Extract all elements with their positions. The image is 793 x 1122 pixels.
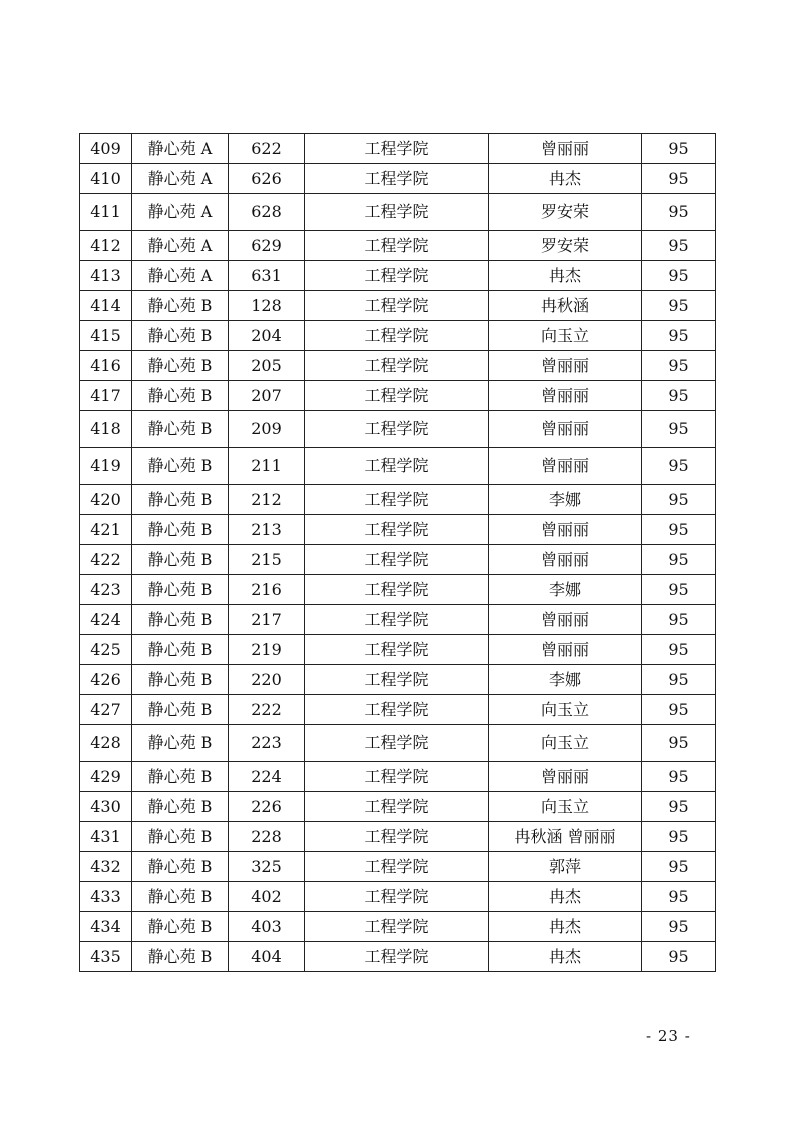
row-number-cell: 433 xyxy=(80,882,132,912)
table-row xyxy=(80,381,716,411)
building-cell: 静心苑 B xyxy=(132,381,229,411)
room-number-cell: 220 xyxy=(229,665,305,695)
building-cell: 静心苑 B xyxy=(132,882,229,912)
college-cell: 工程学院 xyxy=(305,942,489,972)
score-cell: 95 xyxy=(642,635,716,665)
counselor-cell: 冉杰 xyxy=(489,261,642,291)
table-row xyxy=(80,822,716,852)
building-cell: 静心苑 B xyxy=(132,351,229,381)
table-row xyxy=(80,575,716,605)
score-cell: 95 xyxy=(642,695,716,725)
score-cell: 95 xyxy=(642,485,716,515)
college-cell: 工程学院 xyxy=(305,351,489,381)
room-number-cell: 212 xyxy=(229,485,305,515)
building-cell: 静心苑 A xyxy=(132,164,229,194)
counselor-cell: 曾丽丽 xyxy=(489,134,642,164)
page-number: - 23 - xyxy=(646,1027,691,1045)
row-number-cell: 432 xyxy=(80,852,132,882)
row-number-cell: 430 xyxy=(80,792,132,822)
table-row xyxy=(80,351,716,381)
score-cell: 95 xyxy=(642,381,716,411)
score-cell: 95 xyxy=(642,852,716,882)
college-cell: 工程学院 xyxy=(305,321,489,351)
row-number-cell: 420 xyxy=(80,485,132,515)
table-row xyxy=(80,291,716,321)
building-cell: 静心苑 B xyxy=(132,411,229,448)
table-row xyxy=(80,545,716,575)
college-cell: 工程学院 xyxy=(305,515,489,545)
counselor-cell: 郭萍 xyxy=(489,852,642,882)
college-cell: 工程学院 xyxy=(305,291,489,321)
building-cell: 静心苑 B xyxy=(132,942,229,972)
row-number-cell: 426 xyxy=(80,665,132,695)
row-number-cell: 431 xyxy=(80,822,132,852)
room-number-cell: 224 xyxy=(229,762,305,792)
room-number-cell: 217 xyxy=(229,605,305,635)
room-number-cell: 403 xyxy=(229,912,305,942)
table-row xyxy=(80,695,716,725)
row-number-cell: 427 xyxy=(80,695,132,725)
college-cell: 工程学院 xyxy=(305,912,489,942)
row-number-cell: 434 xyxy=(80,912,132,942)
counselor-cell: 曾丽丽 xyxy=(489,515,642,545)
room-number-cell: 213 xyxy=(229,515,305,545)
row-number-cell: 410 xyxy=(80,164,132,194)
counselor-cell: 冉杰 xyxy=(489,912,642,942)
table-row xyxy=(80,411,716,448)
counselor-cell: 向玉立 xyxy=(489,695,642,725)
counselor-cell: 罗安荣 xyxy=(489,231,642,261)
row-number-cell: 419 xyxy=(80,448,132,485)
building-cell: 静心苑 B xyxy=(132,291,229,321)
score-cell: 95 xyxy=(642,822,716,852)
counselor-cell: 冉杰 xyxy=(489,164,642,194)
building-cell: 静心苑 B xyxy=(132,605,229,635)
table-body xyxy=(80,134,716,972)
row-number-cell: 411 xyxy=(80,194,132,231)
room-number-cell: 209 xyxy=(229,411,305,448)
counselor-cell: 曾丽丽 xyxy=(489,351,642,381)
row-number-cell: 429 xyxy=(80,762,132,792)
table-row xyxy=(80,852,716,882)
table-row xyxy=(80,321,716,351)
room-number-cell: 629 xyxy=(229,231,305,261)
building-cell: 静心苑 B xyxy=(132,448,229,485)
room-number-cell: 228 xyxy=(229,822,305,852)
table-row xyxy=(80,792,716,822)
table-row xyxy=(80,485,716,515)
counselor-cell: 李娜 xyxy=(489,485,642,515)
building-cell: 静心苑 A xyxy=(132,261,229,291)
score-cell: 95 xyxy=(642,882,716,912)
row-number-cell: 414 xyxy=(80,291,132,321)
counselor-cell: 曾丽丽 xyxy=(489,635,642,665)
college-cell: 工程学院 xyxy=(305,134,489,164)
room-number-cell: 205 xyxy=(229,351,305,381)
score-cell: 95 xyxy=(642,912,716,942)
room-number-cell: 325 xyxy=(229,852,305,882)
score-cell: 95 xyxy=(642,665,716,695)
score-cell: 95 xyxy=(642,942,716,972)
counselor-cell: 曾丽丽 xyxy=(489,545,642,575)
college-cell: 工程学院 xyxy=(305,411,489,448)
score-cell: 95 xyxy=(642,164,716,194)
row-number-cell: 425 xyxy=(80,635,132,665)
room-number-cell: 216 xyxy=(229,575,305,605)
counselor-cell: 冉杰 xyxy=(489,942,642,972)
college-cell: 工程学院 xyxy=(305,725,489,762)
building-cell: 静心苑 A xyxy=(132,194,229,231)
building-cell: 静心苑 B xyxy=(132,665,229,695)
table-row xyxy=(80,912,716,942)
college-cell: 工程学院 xyxy=(305,194,489,231)
counselor-cell: 曾丽丽 xyxy=(489,605,642,635)
table-row xyxy=(80,231,716,261)
room-number-cell: 628 xyxy=(229,194,305,231)
table-row xyxy=(80,261,716,291)
building-cell: 静心苑 B xyxy=(132,485,229,515)
counselor-cell: 罗安荣 xyxy=(489,194,642,231)
college-cell: 工程学院 xyxy=(305,545,489,575)
table-row xyxy=(80,164,716,194)
room-number-cell: 622 xyxy=(229,134,305,164)
counselor-cell: 曾丽丽 xyxy=(489,381,642,411)
row-number-cell: 415 xyxy=(80,321,132,351)
room-number-cell: 404 xyxy=(229,942,305,972)
counselor-cell: 曾丽丽 xyxy=(489,448,642,485)
room-number-cell: 215 xyxy=(229,545,305,575)
counselor-cell: 向玉立 xyxy=(489,792,642,822)
row-number-cell: 417 xyxy=(80,381,132,411)
table-row xyxy=(80,635,716,665)
row-number-cell: 412 xyxy=(80,231,132,261)
table-row xyxy=(80,448,716,485)
table-row xyxy=(80,942,716,972)
table-row xyxy=(80,725,716,762)
room-number-cell: 631 xyxy=(229,261,305,291)
score-cell: 95 xyxy=(642,261,716,291)
room-number-cell: 207 xyxy=(229,381,305,411)
college-cell: 工程学院 xyxy=(305,822,489,852)
table-row xyxy=(80,882,716,912)
row-number-cell: 413 xyxy=(80,261,132,291)
row-number-cell: 416 xyxy=(80,351,132,381)
score-cell: 95 xyxy=(642,134,716,164)
college-cell: 工程学院 xyxy=(305,635,489,665)
score-cell: 95 xyxy=(642,291,716,321)
room-number-cell: 226 xyxy=(229,792,305,822)
building-cell: 静心苑 B xyxy=(132,912,229,942)
score-cell: 95 xyxy=(642,321,716,351)
college-cell: 工程学院 xyxy=(305,882,489,912)
room-number-cell: 219 xyxy=(229,635,305,665)
counselor-cell: 曾丽丽 xyxy=(489,762,642,792)
college-cell: 工程学院 xyxy=(305,381,489,411)
table-row xyxy=(80,134,716,164)
score-cell: 95 xyxy=(642,231,716,261)
counselor-cell: 冉秋涵 xyxy=(489,291,642,321)
row-number-cell: 435 xyxy=(80,942,132,972)
college-cell: 工程学院 xyxy=(305,605,489,635)
counselor-cell: 向玉立 xyxy=(489,321,642,351)
score-cell: 95 xyxy=(642,448,716,485)
building-cell: 静心苑 B xyxy=(132,575,229,605)
room-number-cell: 402 xyxy=(229,882,305,912)
building-cell: 静心苑 B xyxy=(132,545,229,575)
table-row xyxy=(80,762,716,792)
college-cell: 工程学院 xyxy=(305,695,489,725)
building-cell: 静心苑 B xyxy=(132,695,229,725)
college-cell: 工程学院 xyxy=(305,231,489,261)
counselor-cell: 曾丽丽 xyxy=(489,411,642,448)
row-number-cell: 409 xyxy=(80,134,132,164)
room-number-cell: 223 xyxy=(229,725,305,762)
table-row xyxy=(80,605,716,635)
table-row xyxy=(80,194,716,231)
college-cell: 工程学院 xyxy=(305,485,489,515)
college-cell: 工程学院 xyxy=(305,762,489,792)
room-number-cell: 222 xyxy=(229,695,305,725)
score-cell: 95 xyxy=(642,762,716,792)
score-cell: 95 xyxy=(642,194,716,231)
counselor-cell: 李娜 xyxy=(489,665,642,695)
table-row xyxy=(80,515,716,545)
score-cell: 95 xyxy=(642,351,716,381)
score-cell: 95 xyxy=(642,575,716,605)
counselor-cell: 冉秋涵 曾丽丽 xyxy=(489,822,642,852)
row-number-cell: 421 xyxy=(80,515,132,545)
building-cell: 静心苑 B xyxy=(132,321,229,351)
counselor-cell: 冉杰 xyxy=(489,882,642,912)
building-cell: 静心苑 B xyxy=(132,762,229,792)
counselor-cell: 向玉立 xyxy=(489,725,642,762)
room-number-cell: 211 xyxy=(229,448,305,485)
building-cell: 静心苑 B xyxy=(132,635,229,665)
score-cell: 95 xyxy=(642,515,716,545)
row-number-cell: 422 xyxy=(80,545,132,575)
college-cell: 工程学院 xyxy=(305,575,489,605)
row-number-cell: 424 xyxy=(80,605,132,635)
room-number-cell: 128 xyxy=(229,291,305,321)
row-number-cell: 423 xyxy=(80,575,132,605)
score-cell: 95 xyxy=(642,605,716,635)
room-number-cell: 204 xyxy=(229,321,305,351)
row-number-cell: 418 xyxy=(80,411,132,448)
college-cell: 工程学院 xyxy=(305,665,489,695)
college-cell: 工程学院 xyxy=(305,164,489,194)
building-cell: 静心苑 B xyxy=(132,725,229,762)
building-cell: 静心苑 B xyxy=(132,822,229,852)
building-cell: 静心苑 A xyxy=(132,134,229,164)
score-cell: 95 xyxy=(642,411,716,448)
dormitory-score-table xyxy=(79,133,716,972)
college-cell: 工程学院 xyxy=(305,261,489,291)
score-cell: 95 xyxy=(642,545,716,575)
building-cell: 静心苑 B xyxy=(132,852,229,882)
college-cell: 工程学院 xyxy=(305,792,489,822)
college-cell: 工程学院 xyxy=(305,448,489,485)
counselor-cell: 李娜 xyxy=(489,575,642,605)
score-cell: 95 xyxy=(642,792,716,822)
room-number-cell: 626 xyxy=(229,164,305,194)
building-cell: 静心苑 A xyxy=(132,231,229,261)
table-row xyxy=(80,665,716,695)
college-cell: 工程学院 xyxy=(305,852,489,882)
score-cell: 95 xyxy=(642,725,716,762)
building-cell: 静心苑 B xyxy=(132,515,229,545)
building-cell: 静心苑 B xyxy=(132,792,229,822)
row-number-cell: 428 xyxy=(80,725,132,762)
